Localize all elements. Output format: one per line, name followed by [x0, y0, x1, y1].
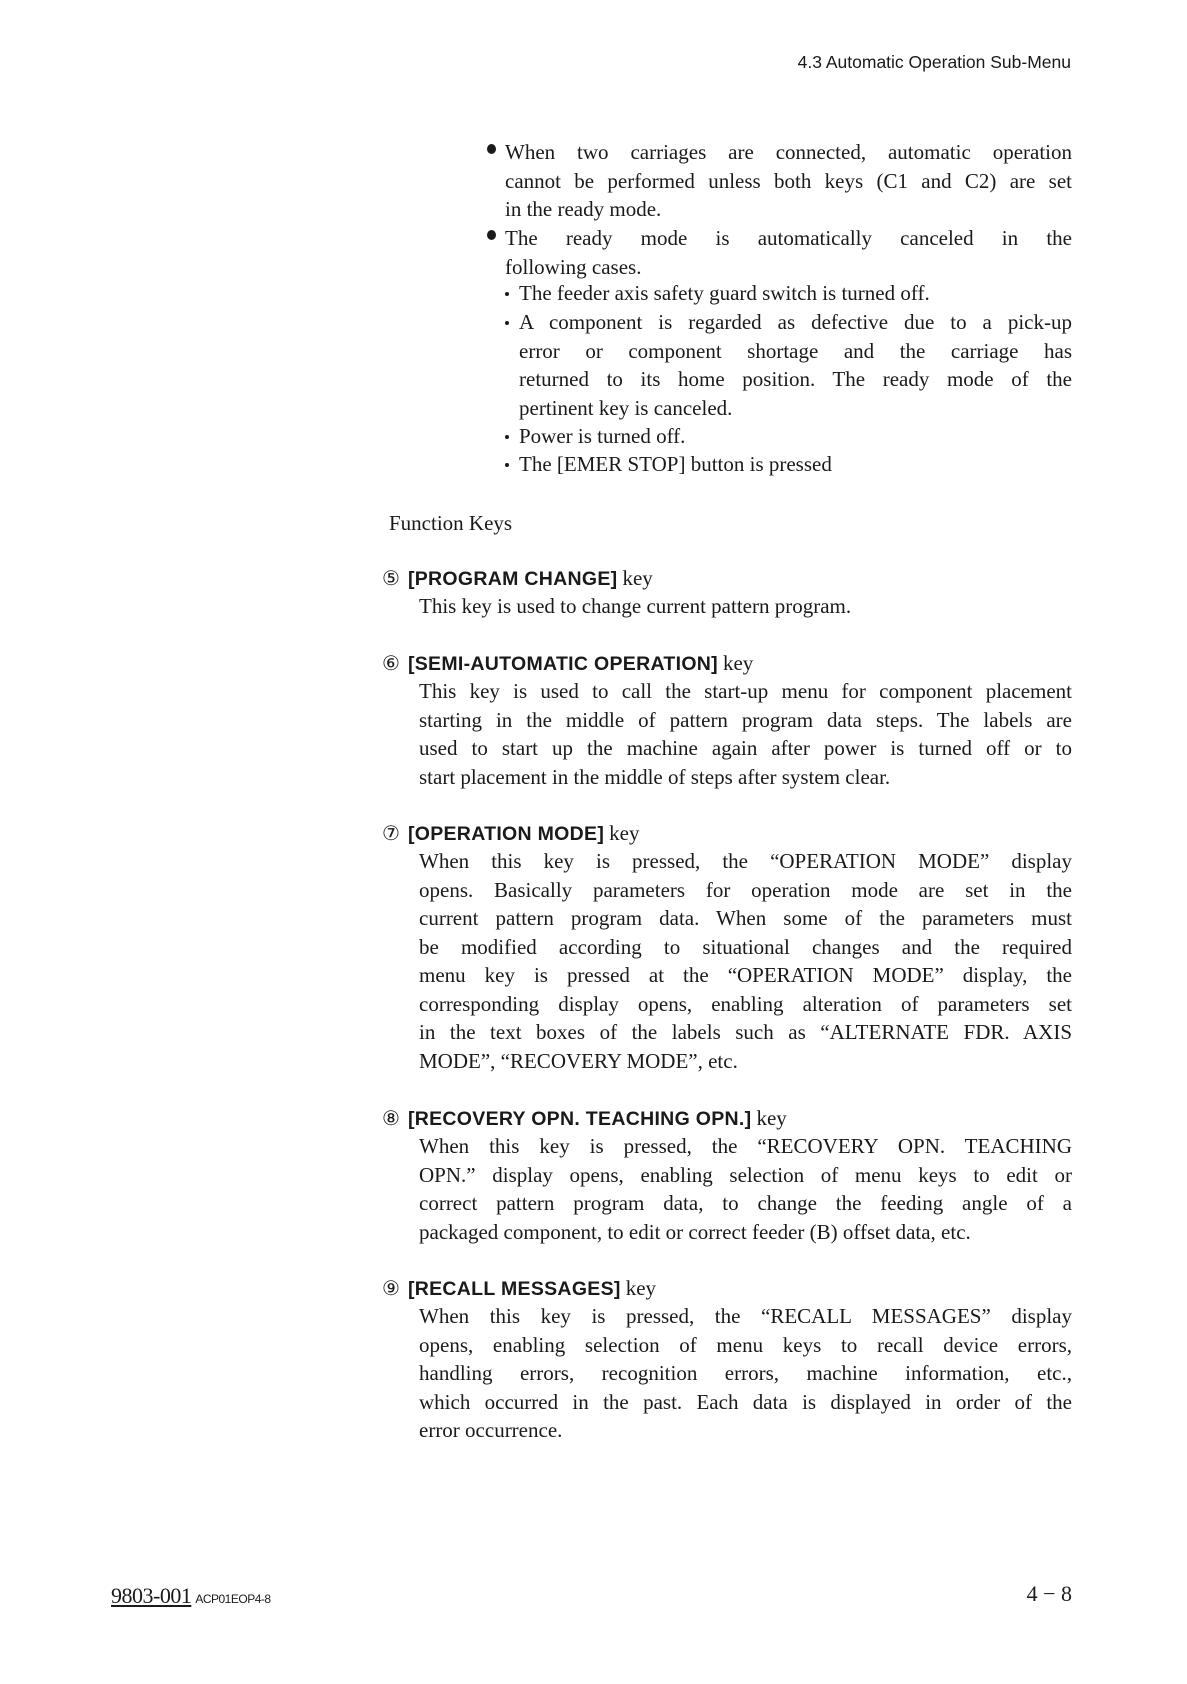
circled-number: ⑥ — [382, 651, 400, 675]
bullet-icon — [487, 144, 496, 154]
text-line: error occurrence. — [419, 1418, 563, 1442]
key-name: [SEMI-AUTOMATIC OPERATION] — [407, 653, 718, 675]
text-line: starting in the middle of pattern program data steps. The labels are — [419, 707, 1072, 732]
section-header: 4.3 Automatic Operation Sub-Menu — [797, 52, 1071, 72]
function-key-heading — [382, 564, 653, 594]
sub-bullet-item — [519, 450, 1072, 479]
doc-ref: ACP01EOP4-8 — [195, 1592, 271, 1606]
function-key-heading — [382, 1104, 787, 1134]
text-line: used to start up the machine again after power is turned off or to — [419, 736, 1072, 760]
circled-number: ⑧ — [382, 1106, 400, 1130]
sub-bullet-item — [519, 308, 1072, 422]
text-line: This key is used to change current pattern program. — [419, 594, 852, 618]
text-line: which occurred in the past. Each data is displayed in order of the — [419, 1389, 1072, 1414]
function-key-heading — [382, 649, 753, 679]
text-line: in the text boxes of the labels such as “ALTERNATE FDR. AXIS — [419, 1020, 1072, 1044]
text-line: OPN.” display opens, enabling selection of menu keys to edit or — [419, 1162, 1072, 1187]
function-key-description — [419, 1132, 1072, 1246]
text-line: A component is regarded as defective due to a pick-up — [519, 310, 1072, 334]
sub-bullet-icon — [505, 321, 509, 325]
function-key-description — [419, 677, 1072, 791]
function-keys-title: Function Keys — [389, 511, 513, 535]
text-line: The ready mode is automatically canceled in the — [505, 226, 1072, 250]
text-line: menu key is pressed at the “OPERATION MODE” display, the — [419, 963, 1072, 987]
text-line: When this key is pressed, the “RECOVERY OPN. TEACHING — [419, 1134, 1072, 1158]
text-line: current pattern program data. When some of the parameters must — [419, 906, 1072, 930]
text-line: error or component shortage and the carriage has — [519, 338, 1072, 363]
key-suffix: key — [622, 566, 653, 590]
function-key-description — [419, 1302, 1072, 1445]
bullet-item — [505, 224, 1072, 281]
text-line: following cases. — [505, 254, 642, 279]
text-line: When this key is pressed, the “OPERATION MODE” display — [419, 849, 1072, 873]
circled-number: ⑤ — [382, 566, 400, 590]
footer-doc-code — [111, 1583, 271, 1609]
key-name: [OPERATION MODE] — [407, 823, 605, 845]
key-suffix: key — [609, 821, 640, 845]
text-line: in the ready mode. — [505, 197, 662, 221]
bullet-icon — [487, 230, 496, 240]
text-line: returned to its home position. The ready mode of the — [519, 367, 1072, 391]
circled-number: ⑦ — [382, 821, 400, 845]
text-line: packaged component, to edit or correct feeder (B) offset data, etc. — [419, 1219, 971, 1244]
key-name: [RECOVERY OPN. TEACHING OPN.] — [407, 1108, 752, 1130]
circled-number: ⑨ — [382, 1276, 400, 1300]
key-name: [PROGRAM CHANGE] — [407, 568, 618, 590]
key-suffix: key — [756, 1106, 787, 1130]
text-line: When two carriages are connected, automatic operation — [505, 140, 1072, 164]
text-line: opens, enabling selection of menu keys to recall device errors, — [419, 1332, 1072, 1357]
text-line: corresponding display opens, enabling alteration of parameters set — [419, 991, 1072, 1016]
key-suffix: key — [722, 651, 754, 675]
sub-bullet-icon — [505, 292, 509, 296]
function-key-description — [419, 847, 1072, 1075]
text-line: Power is turned off. — [519, 424, 686, 448]
text-line: MODE”, “RECOVERY MODE”, etc. — [419, 1048, 738, 1073]
doc-code: 9803-001 — [111, 1583, 192, 1608]
sub-bullet-icon — [505, 463, 509, 467]
key-suffix: key — [625, 1276, 657, 1300]
text-line: be modified according to situational changes and the required — [419, 934, 1072, 959]
page-number: 4 − 8 — [1026, 1581, 1072, 1606]
text-line: The [EMER STOP] button is pressed — [519, 452, 832, 476]
text-line: cannot be performed unless both keys (C1 and C2) are set — [505, 168, 1072, 193]
bullet-item — [505, 138, 1072, 224]
sub-bullet-icon — [505, 435, 509, 439]
key-name: [RECALL MESSAGES] — [407, 1278, 621, 1300]
function-key-heading — [382, 819, 639, 849]
text-line: start placement in the middle of steps after system clear. — [419, 764, 891, 789]
text-line: handling errors, recognition errors, machine information, etc., — [419, 1361, 1072, 1385]
text-line: When this key is pressed, the “RECALL MESSAGES” display — [419, 1304, 1072, 1328]
text-line: opens. Basically parameters for operation mode are set in the — [419, 877, 1072, 902]
function-key-description — [419, 592, 1072, 621]
text-line: pertinent key is canceled. — [519, 395, 733, 420]
text-line: This key is used to call the start-up menu for component placement — [419, 679, 1072, 703]
text-line: correct pattern program data, to change the feeding angle of a — [419, 1191, 1072, 1215]
sub-bullet-item — [519, 279, 1072, 308]
text-line: The feeder axis safety guard switch is turned off. — [519, 281, 930, 305]
sub-bullet-item — [519, 422, 1072, 451]
function-key-heading — [382, 1274, 656, 1304]
